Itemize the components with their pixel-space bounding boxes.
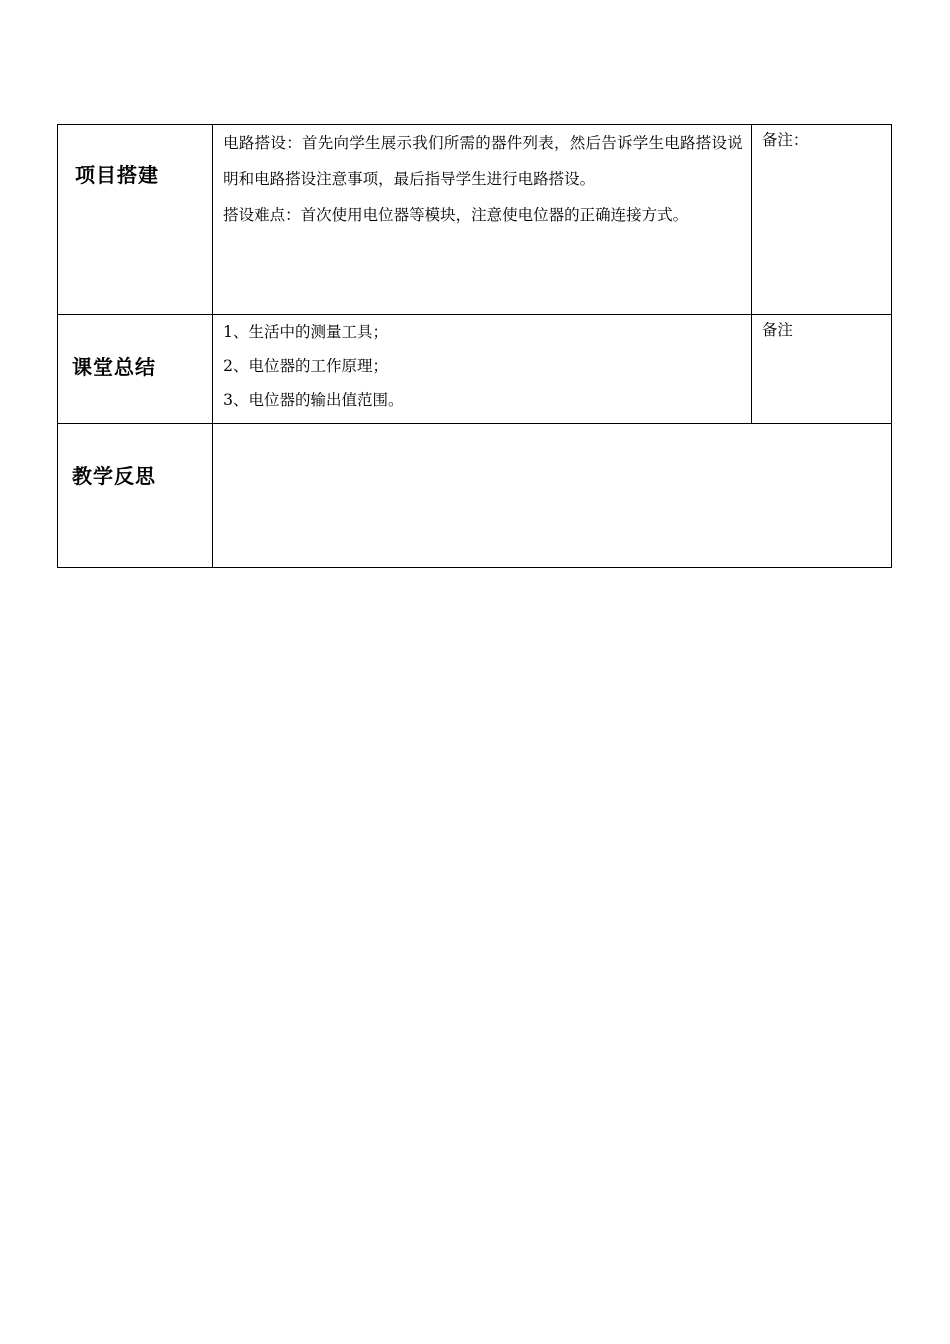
- reflection-content-cell: [213, 424, 892, 568]
- lesson-plan-table: [57, 124, 892, 568]
- section-heading-project-build: 项目搭建: [75, 163, 159, 187]
- table-row-class-summary: [58, 315, 892, 424]
- heading-cell: [58, 125, 213, 315]
- paragraph-circuit-setup: 电路搭设：首先向学生展示我们所需的器件列表，然后告诉学生电路搭设说明和电路搭设注意事项，最后指导学生进行电路搭设。: [223, 134, 743, 188]
- note-cell: [751, 125, 891, 315]
- note-cell: [751, 315, 891, 424]
- list-item: 1、生活中的测量工具；: [223, 323, 389, 341]
- section-heading-class-summary: 课堂总结: [72, 355, 156, 379]
- content-cell: [213, 125, 752, 315]
- list-item: 2、电位器的工作原理；: [223, 357, 389, 375]
- heading-cell: [58, 424, 213, 568]
- table-row-project-build: [58, 125, 892, 315]
- paragraph-setup-difficulty: 搭设难点：首次使用电位器等模块，注意使电位器的正确连接方式。: [223, 206, 689, 224]
- table-row-teaching-reflection: [58, 424, 892, 568]
- list-item: 3、电位器的输出值范围。: [223, 391, 404, 409]
- note-label: 备注: [761, 321, 793, 339]
- content-cell: [213, 315, 752, 424]
- note-label: 备注：: [761, 131, 809, 149]
- heading-cell: [58, 315, 213, 424]
- section-heading-teaching-reflection: 教学反思: [72, 464, 156, 488]
